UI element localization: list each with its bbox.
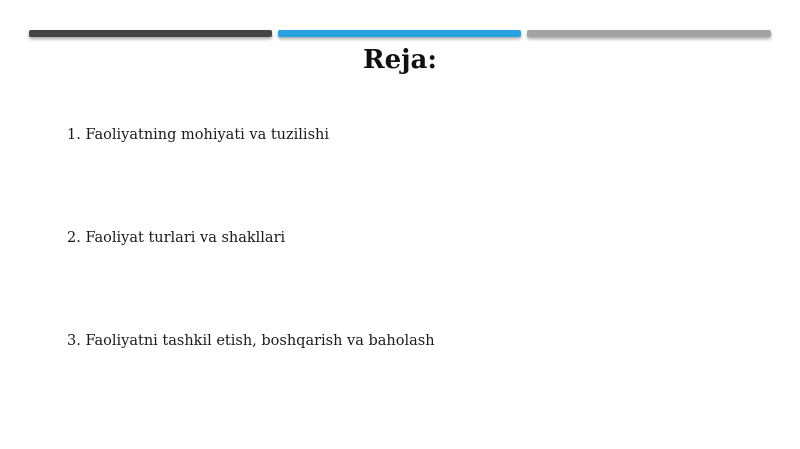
header-bar-gray <box>527 30 771 37</box>
slide-title: Reja: <box>362 45 437 75</box>
header-bar-dark <box>29 30 272 37</box>
header-bar-blue <box>278 30 521 37</box>
plan-item-3: 3. Faoliyatni tashkil etish, boshqarish va baholash <box>67 333 435 349</box>
plan-item-2: 2. Faoliyat turlari va shakllari <box>67 230 286 246</box>
plan-item-1: 1. Faoliyatning mohiyati va tuzilishi <box>67 127 329 143</box>
